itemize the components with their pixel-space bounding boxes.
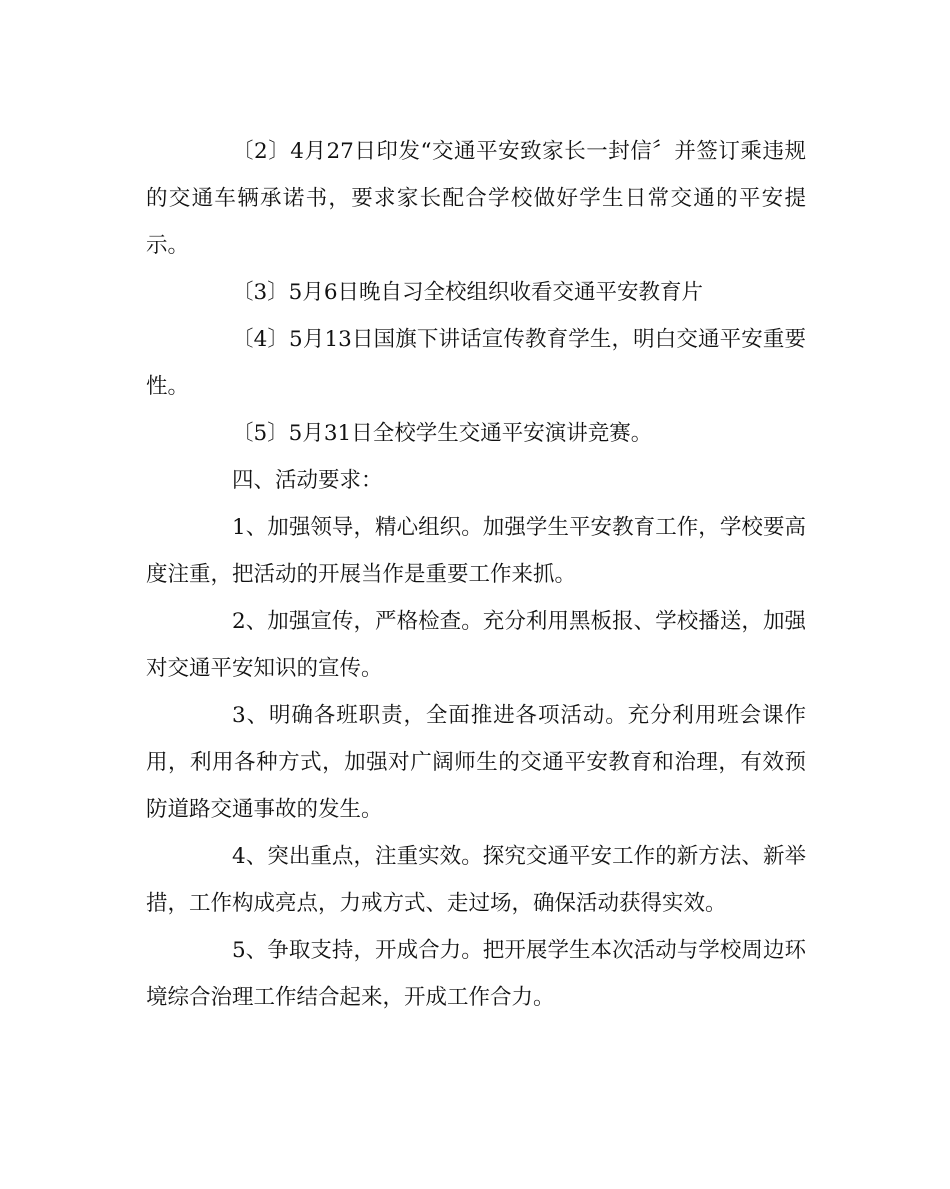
paragraph-item-3: 〔3〕5月6日晚自习全校组织收看交通平安教育片	[232, 280, 704, 305]
requirement-1: 1、加强领导，精心组织。加强学生平安教育工作，学校要高度注重，把活动的开展当作是重要工作来抓。	[146, 515, 806, 587]
paragraph-item-2: 〔2〕4月27日印发“交通平安致家长一封信〞并签订乘违规的交通车辆承诺书，要求家长配合学校做好学生日常交通的平安提示。	[146, 139, 806, 258]
paragraph-item-5: 〔5〕5月31日全校学生交通平安演讲竞赛。	[232, 421, 653, 446]
section-heading-requirements: 四、活动要求：	[232, 468, 383, 493]
requirement-4: 4、突出重点，注重实效。探究交通平安工作的新方法、新举措，工作构成亮点，力戒方式、走过场，确保活动获得实效。	[146, 844, 806, 916]
requirement-3: 3、明确各班职责，全面推进各项活动。充分利用班会课作用，利用各种方式，加强对广阔师生的交通平安教育和治理，有效预防道路交通事故的发生。	[146, 703, 806, 822]
paragraph-item-4: 〔4〕5月13日国旗下讲话宣传教育学生，明白交通平安重要性。	[146, 327, 806, 399]
requirement-2: 2、加强宣传，严格检查。充分利用黑板报、学校播送，加强对交通平安知识的宣传。	[146, 609, 806, 681]
document-body	[146, 128, 806, 1021]
requirement-5: 5、争取支持，开成合力。把开展学生本次活动与学校周边环境综合治理工作结合起来，开成工作合力。	[146, 938, 806, 1010]
